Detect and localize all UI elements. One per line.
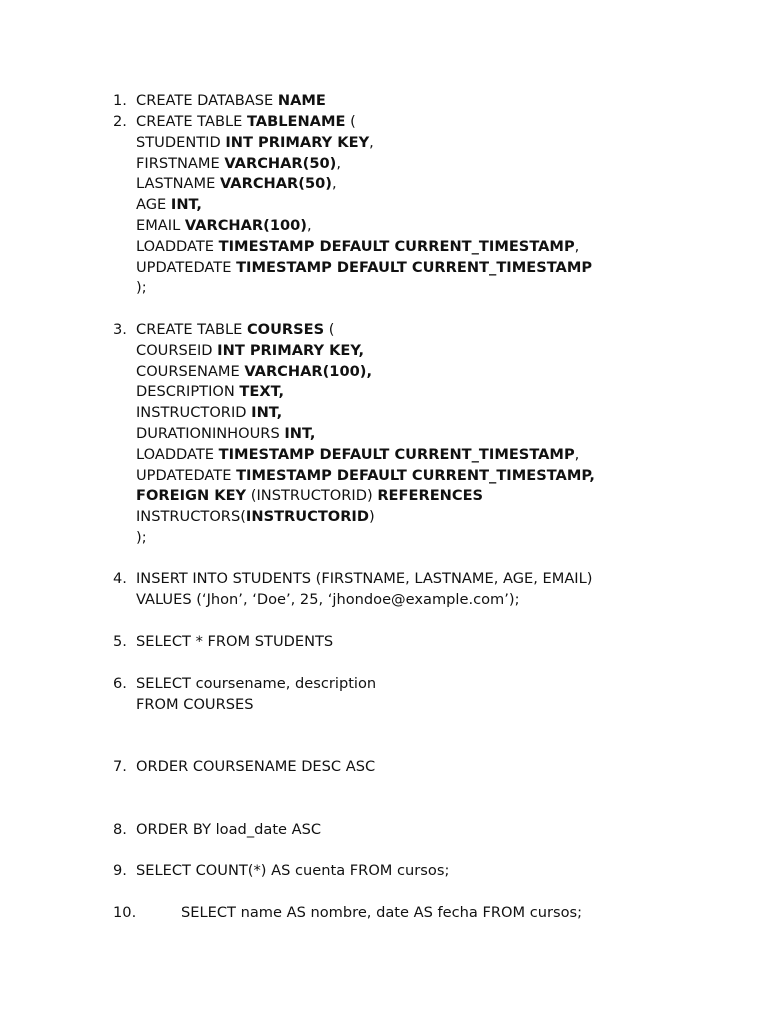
sql-line: VALUES (‘Jhon’, ‘Doe’, 25, ‘jhondoe@example.com’); xyxy=(136,590,520,608)
sql-line: FIRSTNAME VARCHAR(50), xyxy=(136,154,341,172)
sql-line: AGE INT, xyxy=(136,196,202,214)
sql-line: SELECT name AS nombre, date AS fecha FROM cursos; xyxy=(181,904,583,921)
sql-line: STUDENTID INT PRIMARY KEY, xyxy=(136,133,374,151)
sql-line: LASTNAME VARCHAR(50), xyxy=(136,175,337,193)
sql-line: FOREIGN KEY (INSTRUCTORID) REFERENCES xyxy=(136,487,484,505)
list-number: 2. xyxy=(113,113,127,130)
sql-line: SELECT COUNT(*) AS cuenta FROM cursos; xyxy=(136,862,450,879)
list-number: 9. xyxy=(113,862,127,879)
list-number: 4. xyxy=(113,570,127,587)
sql-line: INSTRUCTORS(INSTRUCTORID) xyxy=(136,508,375,526)
sql-line: EMAIL VARCHAR(100), xyxy=(136,217,312,234)
sql-line: CREATE TABLE COURSES ( xyxy=(136,321,335,338)
sql-line: UPDATEDATE TIMESTAMP DEFAULT CURRENT_TIMESTAMP, xyxy=(136,466,595,484)
list-number: 3. xyxy=(113,321,127,338)
list-number: 1. xyxy=(113,92,127,109)
sql-line: INSTRUCTORID INT, xyxy=(136,404,283,422)
list-number: 6. xyxy=(113,675,127,692)
list-number: 10. xyxy=(113,904,137,921)
sql-line: INSERT INTO STUDENTS (FIRSTNAME, LASTNAME, AGE, EMAIL) xyxy=(136,570,593,587)
sql-line: FROM COURSES xyxy=(136,695,254,713)
list-number: 8. xyxy=(113,821,127,838)
sql-line: UPDATEDATE TIMESTAMP DEFAULT CURRENT_TIMESTAMP xyxy=(136,258,593,276)
sql-line: COURSEID INT PRIMARY KEY, xyxy=(136,341,365,359)
sql-line: ); xyxy=(136,529,147,546)
list-number: 5. xyxy=(113,633,127,650)
sql-line: CREATE TABLE TABLENAME ( xyxy=(136,113,356,130)
sql-line: COURSENAME VARCHAR(100), xyxy=(136,362,372,380)
sql-line: LOADDATE TIMESTAMP DEFAULT CURRENT_TIMESTAMP, xyxy=(136,237,580,255)
sql-line: LOADDATE TIMESTAMP DEFAULT CURRENT_TIMESTAMP, xyxy=(136,445,580,463)
sql-line: CREATE DATABASE NAME xyxy=(136,92,326,109)
sql-line: DURATIONINHOURS INT, xyxy=(136,425,316,442)
sql-line: ORDER BY load_date ASC xyxy=(136,821,322,838)
sql-line: ); xyxy=(136,279,147,297)
sql-line: SELECT * FROM STUDENTS xyxy=(136,633,334,650)
list-number: 7. xyxy=(113,758,127,775)
sql-line: DESCRIPTION TEXT, xyxy=(136,383,285,401)
sql-line: ORDER COURSENAME DESC ASC xyxy=(136,758,376,775)
sql-line: SELECT coursename, description xyxy=(136,675,377,692)
